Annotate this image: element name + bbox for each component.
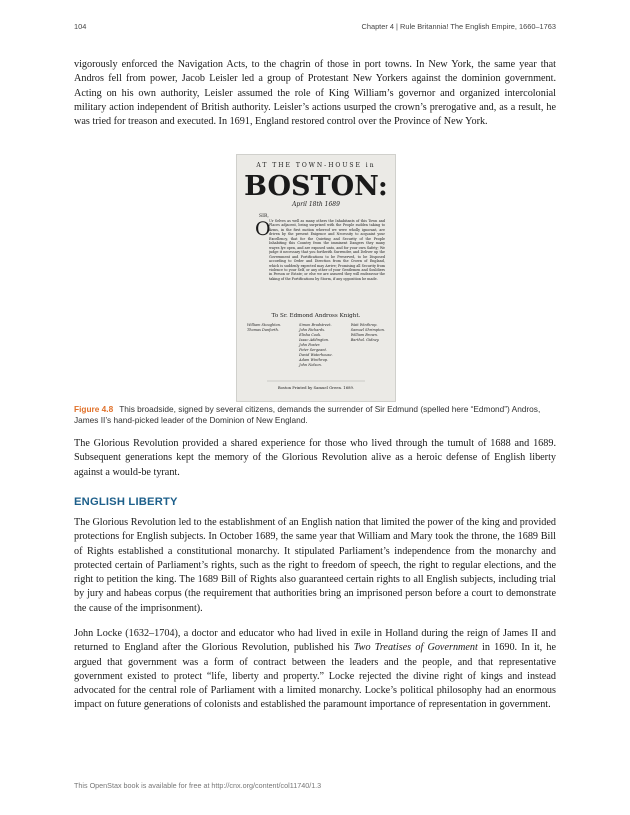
signatory-column-3 (351, 323, 385, 368)
signatory-name: John Foster. (299, 343, 321, 347)
paragraph-glorious-revolution: The Glorious Revolution provided a shared experience for those who lived through the tumult of 1688 and 1689. Subsequent generations kept the memory of the Glorious Revolution alive as a heroic defense of English liberty against a would-be tyrant. (74, 438, 556, 478)
signatory-name: Peter Sergeant. (299, 348, 328, 352)
broadside-svg (237, 155, 395, 401)
figure-label: Figure 4.8 (74, 404, 114, 414)
signatory-name: Thomas Danforth. (247, 328, 280, 332)
signatory-column-1 (247, 323, 281, 368)
signatory-name: Barthol. Gidney. (350, 338, 380, 342)
broadside-city: BOSTON: (244, 171, 388, 202)
section-heading: ENGLISH LIBERTY (74, 496, 178, 508)
locke-book-title: Two Treatises of Government (353, 642, 478, 654)
running-header: Chapter 4 | Rule Britannia! The English Empire, 1660–1763 (361, 22, 556, 31)
signatory-column-2 (299, 323, 332, 368)
figure-broadside-image (236, 154, 396, 402)
signatory-name: Isaac Addington. (299, 338, 330, 342)
figure-caption (74, 404, 556, 427)
broadside-body: Ur Selves as well as many others the Inhabitants of this Town and Places adjacent, being surprized with the People sudden taking to Arms, in the first motion whereof we were wholly ignorant, are driven by the present Exigence and Necessity to acquaint your Excellency, that for the Quieting and Security of the People Inhabiting this Country from the imminent Dangers they many wayes lye open, and are exposed unto, and for your own Safety; We judge it necessary that you forthwith Surrender, and Deliver up the Government and Fortifications to be Preserved, to be Disposed according to Order and Direction from the Crown of England, which is suddenly expected may Arrive; Promising all Security from violence to your Self, or any other of your Gentlemen and Souldiers in Person or Estate; or else we are assured they will endeavour the taking of the Fortifications by Storm, if any opposition be made. (269, 219, 385, 281)
signatory-name: William Stoughton. (247, 323, 282, 327)
page-number: 104 (74, 22, 87, 31)
signatory-name: Elisha Cook. (299, 333, 322, 337)
signatory-name: Simon Bradstreet. (299, 323, 332, 327)
paragraph-john-locke (74, 627, 556, 713)
broadside-top-line: AT THE TOWN-HOUSE in (256, 162, 376, 169)
figure-caption-text: This broadside, signed by several citizens, demands the surrender of Sir Edmund (spelled here “Edmond”) Andros, James II’s hand-picked leader of the Dominion of New England. (74, 404, 541, 426)
broadside-body-block (269, 219, 385, 309)
signatory-name: John Nelson. (299, 363, 322, 367)
locke-text-before: John Locke (1632–1704), a doctor and educator who had lived in exile in Holland during the reign of James II and returned to England after the Glorious Revolution, published his (74, 628, 556, 654)
locke-text-after: in 1690. In it, he argued that government was a form of contract between the leaders and the people, and that representative government existed to protect “life, liberty and property.” Locke rejected the divine right of kings and instead advocated for the central role of Parliament with a limited monarchy. Locke’s political philosophy had an enormous impact on future generations of colonists and established the paramount importance of representation in government. (74, 642, 557, 711)
signatory-name: John Richards. (299, 328, 326, 332)
broadside-signatures (247, 323, 385, 375)
broadside-salutation: SIR, (259, 214, 269, 219)
signatory-name: William Brown. (350, 333, 378, 337)
broadside-imprint: Boston Printed by Samuel Green. 1689. (277, 385, 355, 390)
signatory-name: Adam Winthrop. (299, 358, 329, 362)
signatory-name: Wait Winthrop. (350, 323, 378, 327)
paragraph-intro: vigorously enforced the Navigation Acts, to the chagrin of those in port towns. In New York, the same year that Andros fell from power, Jacob Leisler led a group of Protestant New Yorkers against the dominion government. Acting on his own authority, Leisler assumed the role of King William’s governor and organized intercolonial military action independent of British authority. Leisler’s actions usurped the crown’s prerogative and, as a result, he was tried for treason and executed. In 1691, England restored control over the Province of New York. (74, 59, 556, 128)
signatory-name: David Waterhouse. (299, 353, 333, 357)
signatory-name: Samuel Shrimpton. (350, 328, 385, 332)
broadside-addressee: To Sr. Edmond Andross Knight. (271, 313, 361, 319)
broadside-date: April 18th 1689 (292, 201, 340, 208)
broadside-drop-cap: O (255, 218, 271, 240)
footer-text: This OpenStax book is available for free at http://cnx.org/content/col11740/1.3 (74, 781, 322, 790)
paragraph-english-liberty: The Glorious Revolution led to the establishment of an English nation that limited the power of the king and provided protections for English subjects. In October 1689, the same year that William and Mary took the throne, the 1689 Bill of Rights established a constitutional monarchy. It stipulated Parliament’s independence from the monarchy and protected certain of Parliament’s rights, such as the right to freedom of speech, the right to regular elections, and the right to petition the king. The 1689 Bill of Rights also guaranteed certain rights to all English subjects, including trial by jury and habeas corpus (the requirement that authorities bring an imprisoned person before a court to demonstrate the cause of the imprisonment). (74, 517, 556, 614)
